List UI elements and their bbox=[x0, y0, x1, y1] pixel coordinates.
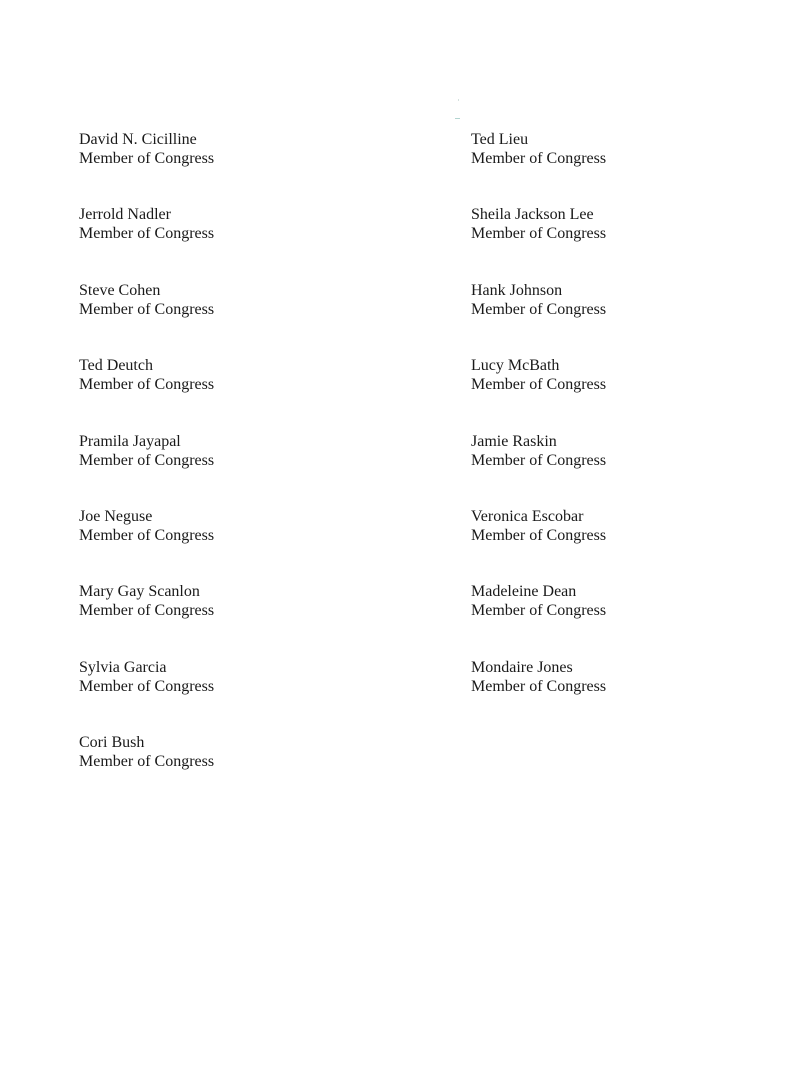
signer-block bbox=[79, 507, 214, 582]
signer-block bbox=[79, 432, 214, 507]
signer-block bbox=[471, 205, 606, 280]
signer-title: Member of Congress bbox=[471, 526, 607, 544]
signer-block bbox=[471, 130, 606, 205]
signer-block bbox=[471, 432, 606, 507]
signer-name: Sheila Jackson Lee bbox=[471, 206, 594, 224]
signer-title: Member of Congress bbox=[471, 677, 607, 695]
signer-block bbox=[79, 733, 214, 808]
signer-block bbox=[471, 281, 606, 356]
signers-left-column bbox=[79, 130, 214, 809]
signer-block bbox=[471, 356, 606, 431]
signer-name: Joe Neguse bbox=[79, 507, 153, 525]
signer-title: Member of Congress bbox=[79, 300, 215, 318]
signer-name: David N. Cicilline bbox=[79, 131, 197, 148]
signer-title: Member of Congress bbox=[79, 225, 215, 243]
signer-title: Member of Congress bbox=[471, 225, 607, 243]
signer-name: Madeleine Dean bbox=[471, 583, 577, 601]
signer-name: Cori Bush bbox=[79, 734, 145, 752]
signer-block bbox=[79, 658, 214, 733]
signer-name: Pramila Jayapal bbox=[79, 432, 181, 450]
signer-block bbox=[471, 507, 606, 582]
signer-title: Member of Congress bbox=[79, 677, 215, 695]
signer-block bbox=[79, 205, 214, 280]
signer-block bbox=[79, 356, 214, 431]
signer-block bbox=[471, 582, 606, 657]
signer-title: Member of Congress bbox=[79, 526, 215, 544]
signer-title: Member of Congress bbox=[471, 376, 607, 394]
signer-block bbox=[79, 281, 214, 356]
signer-block bbox=[471, 658, 606, 733]
signer-name: Jerrold Nadler bbox=[79, 206, 171, 224]
scan-speck bbox=[455, 118, 460, 119]
signer-name: Ted Deutch bbox=[79, 357, 153, 375]
signer-title: Member of Congress bbox=[471, 300, 607, 318]
signer-name: Sylvia Garcia bbox=[79, 658, 167, 676]
signer-block bbox=[79, 130, 214, 205]
signer-title: Member of Congress bbox=[471, 150, 607, 167]
signer-name: Mondaire Jones bbox=[471, 658, 573, 676]
signer-name: Mary Gay Scanlon bbox=[79, 583, 200, 601]
signer-title: Member of Congress bbox=[79, 150, 215, 167]
signers-right-column bbox=[471, 130, 606, 733]
signer-name: Ted Lieu bbox=[471, 131, 529, 148]
signer-title: Member of Congress bbox=[79, 602, 215, 620]
signer-title: Member of Congress bbox=[79, 753, 215, 771]
signer-title: Member of Congress bbox=[79, 376, 215, 394]
signer-title: Member of Congress bbox=[471, 602, 607, 620]
signer-name: Veronica Escobar bbox=[471, 507, 584, 525]
signer-name: Steve Cohen bbox=[79, 281, 161, 299]
signer-name: Jamie Raskin bbox=[471, 432, 557, 450]
signer-title: Member of Congress bbox=[471, 451, 607, 469]
signer-title: Member of Congress bbox=[79, 451, 215, 469]
signer-name: Hank Johnson bbox=[471, 281, 563, 299]
scan-speck bbox=[458, 99, 459, 101]
signer-name: Lucy McBath bbox=[471, 357, 560, 375]
signer-block bbox=[79, 582, 214, 657]
